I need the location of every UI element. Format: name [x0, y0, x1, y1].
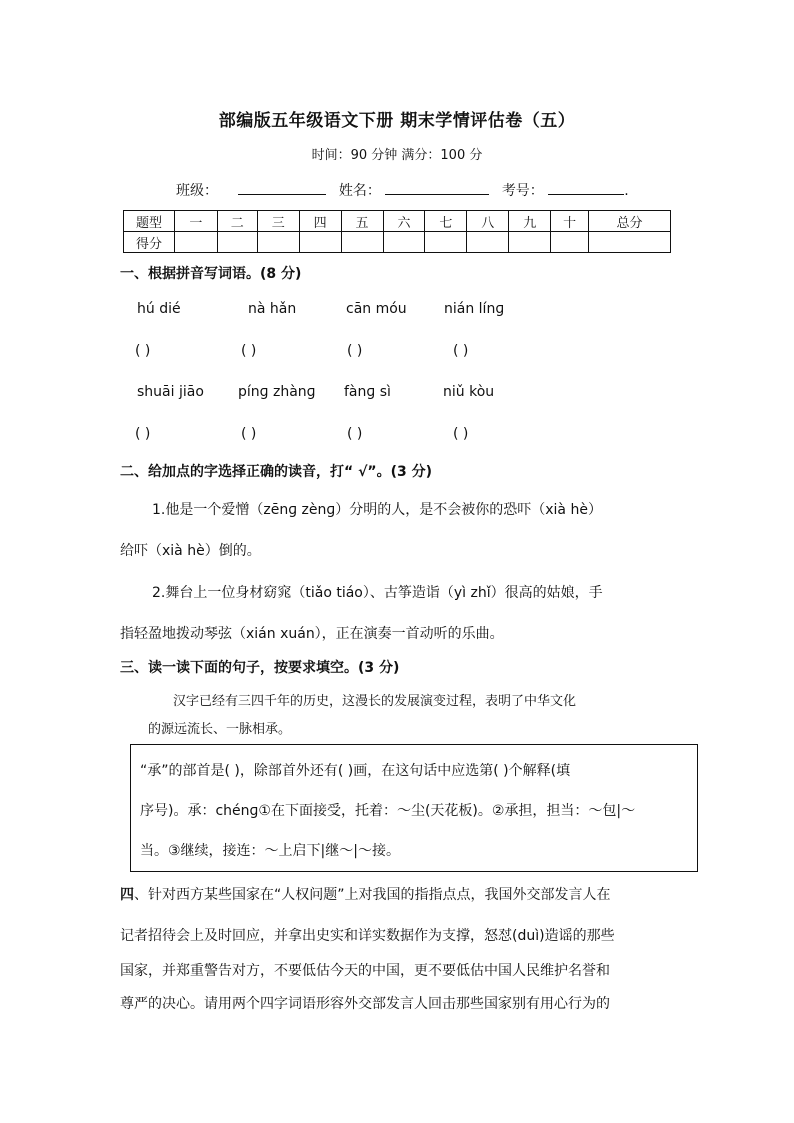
- answer-blank[interactable]: ( ): [453, 343, 469, 359]
- table-cell: 得分: [124, 232, 175, 253]
- score-input-cell[interactable]: [217, 232, 257, 253]
- dictionary-text: “承”的部首是( )，除部首外还有( )画，在这句话中应选第( )个解释(填: [140, 763, 571, 779]
- answer-blank[interactable]: ( ): [347, 426, 363, 442]
- dictionary-box: [130, 744, 698, 872]
- section4-number: 四: [120, 887, 134, 903]
- table-cell: 二: [217, 211, 257, 232]
- section3-heading: 三、读一读下面的句子，按要求填空。(3 分): [120, 660, 400, 676]
- exam-title: 部编版五年级语文下册 期末学情评估卷（五）: [218, 111, 576, 131]
- table-cell: 八: [467, 211, 509, 232]
- answer-blank[interactable]: ( ): [135, 426, 151, 442]
- table-cell: 题型: [124, 211, 175, 232]
- question-text: 指轻盈地拨动琴弦（xián xuán），正在演奏一首动听的乐曲。: [120, 626, 504, 642]
- score-input-cell[interactable]: [174, 232, 217, 253]
- student-info-line: [176, 180, 629, 200]
- pinyin-prompt: niǔ kòu: [443, 384, 495, 400]
- score-input-cell[interactable]: [589, 232, 671, 253]
- answer-blank[interactable]: ( ): [347, 343, 363, 359]
- info-end-mark: .: [624, 183, 629, 199]
- table-cell: 五: [341, 211, 383, 232]
- score-input-cell[interactable]: [299, 232, 341, 253]
- section4-line: 国家，并郑重警告对方，不要低估今天的中国，更不要低估中国人民维护名誉和: [120, 963, 610, 979]
- answer-blank[interactable]: ( ): [241, 343, 257, 359]
- name-label: 姓名：: [338, 183, 381, 199]
- exam-time-score: 时间：90 分钟 满分：100 分: [311, 148, 483, 163]
- section4-line: 记者招待会上及时回应，并拿出史实和详实数据作为支撑，怒怼(duì)造谣的那些: [120, 928, 615, 944]
- table-cell: 九: [509, 211, 551, 232]
- pinyin-prompt: fànɡ sì: [344, 384, 391, 400]
- section2-heading: 二、给加点的字选择正确的读音，打“ √”。(3 分): [120, 464, 433, 480]
- table-cell: 十: [551, 211, 589, 232]
- score-input-cell[interactable]: [257, 232, 299, 253]
- table-cell: 总分: [589, 211, 671, 232]
- score-input-cell[interactable]: [383, 232, 425, 253]
- pinyin-prompt: cān móu: [346, 301, 407, 317]
- score-table: [123, 210, 671, 253]
- exam-no-label: 考号：: [501, 183, 544, 199]
- section4-text: 、针对西方某些国家在“人权问题”上对我国的指指点点，我国外交部发言人在: [134, 887, 611, 903]
- score-input-cell[interactable]: [509, 232, 551, 253]
- pinyin-prompt: pínɡ zhànɡ: [238, 384, 316, 400]
- score-table-header-row: [124, 211, 671, 232]
- dictionary-text: 序号)。承：chénɡ①在下面接受，托着：～尘(天花板)。②承担，担当：～包|～: [140, 803, 636, 819]
- score-input-cell[interactable]: [467, 232, 509, 253]
- section4-line: [120, 884, 611, 904]
- answer-blank[interactable]: ( ): [453, 426, 469, 442]
- name-blank[interactable]: [385, 180, 489, 195]
- table-cell: 四: [299, 211, 341, 232]
- class-label: 班级：: [176, 183, 218, 199]
- question-text: 2.舞台上一位身材窈窕（tiǎo tiáo）、古筝造诣（yì zhǐ）很高的姑娘，手: [152, 585, 603, 601]
- quoted-sentence: 汉字已经有三四千年的历史，这漫长的发展演变过程，表明了中华文化: [173, 694, 577, 709]
- section1-heading: 一、根据拼音写词语。(8 分): [120, 266, 302, 282]
- table-cell: 七: [425, 211, 467, 232]
- table-cell: 六: [383, 211, 425, 232]
- table-cell: 一: [174, 211, 217, 232]
- section4-line: 尊严的决心。请用两个四字词语形容外交部发言人回击那些国家别有用心行为的: [120, 996, 610, 1012]
- answer-blank[interactable]: ( ): [135, 343, 151, 359]
- pinyin-prompt: shuāi jiāo: [137, 384, 204, 400]
- exam-no-blank[interactable]: [548, 180, 624, 195]
- question-text: 1.他是一个爱憎（zēnɡ zènɡ）分明的人，是不会被你的恐吓（xià hè）: [152, 502, 602, 518]
- answer-blank[interactable]: ( ): [241, 426, 257, 442]
- score-input-cell[interactable]: [341, 232, 383, 253]
- score-input-cell[interactable]: [551, 232, 589, 253]
- pinyin-prompt: nà hǎn: [248, 301, 297, 317]
- quoted-sentence: 的源远流长、一脉相承。: [148, 722, 292, 737]
- score-input-cell[interactable]: [425, 232, 467, 253]
- pinyin-prompt: nián línɡ: [444, 301, 505, 317]
- score-table-score-row: [124, 232, 671, 253]
- class-blank[interactable]: [238, 180, 326, 195]
- table-cell: 三: [257, 211, 299, 232]
- dictionary-text: 当。③继续，接连：～上启下|继～|～接。: [140, 843, 400, 859]
- pinyin-prompt: hú dié: [137, 301, 181, 317]
- question-text: 给吓（xià hè）倒的。: [120, 543, 261, 559]
